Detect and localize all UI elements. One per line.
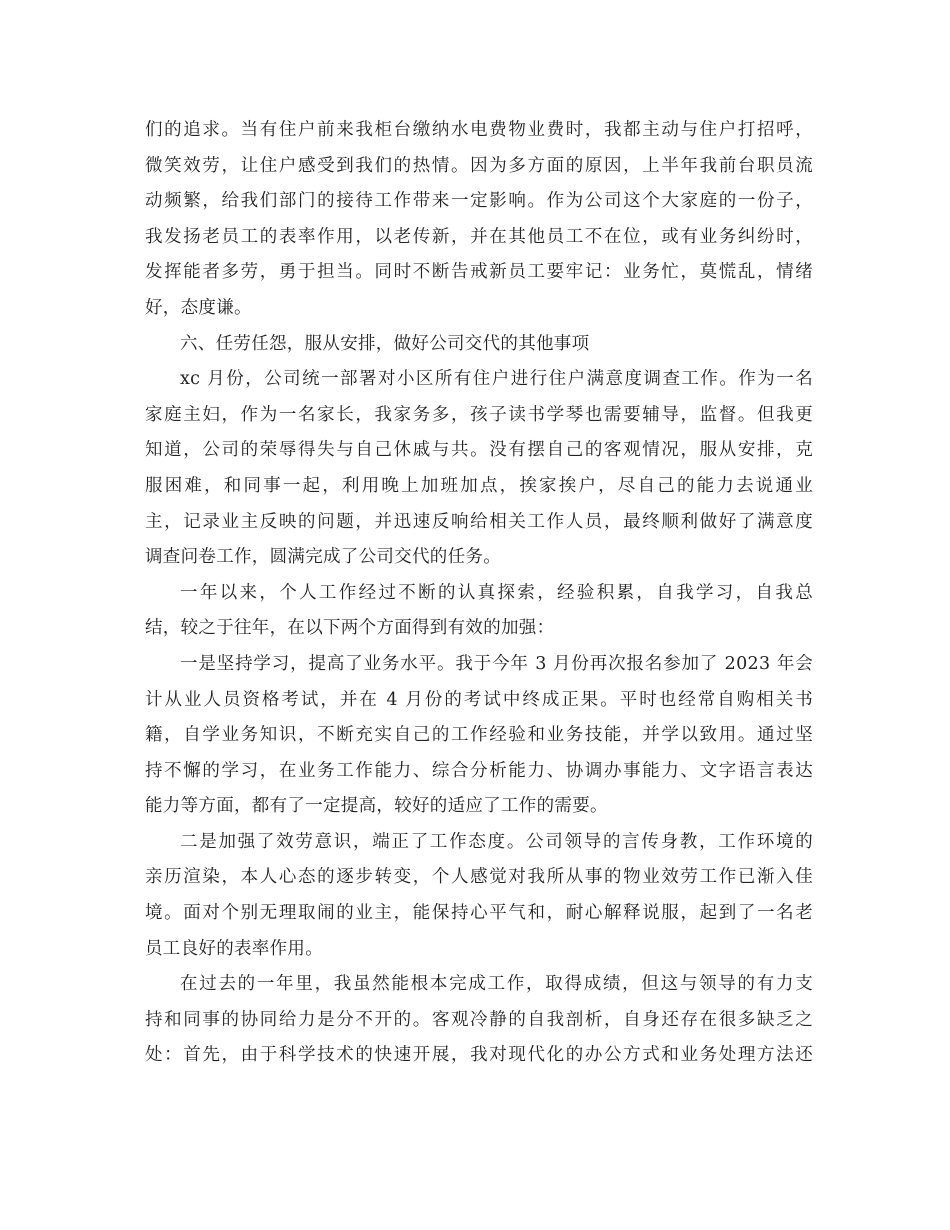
text-line: 境。面对个别无理取闹的业主，能保持心平气和，耐心解释说服，起到了一名老 (145, 903, 813, 924)
text-line: 服困难，和同事一起，利用晚上加班加点，挨家挨户，尽自己的能力去说通业 (145, 475, 813, 496)
text-line: 持不懈的学习，在业务工作能力、综合分析能力、协调办事能力、文字语言表达 (145, 760, 813, 781)
text-line: 知道，公司的荣辱得失与自己休戚与共。没有摆自己的客观情况，服从安排，克 (145, 440, 813, 461)
section-heading-six (145, 327, 813, 363)
paragraph-year-summary (145, 576, 813, 647)
text-line: 家庭主妇，作为一名家长，我家务多，孩子读书学琴也需要辅导，监督。但我更 (145, 404, 813, 425)
section-heading-text: 六、任劳任怨，服从安排，做好公司交代的其他事项 (180, 333, 590, 354)
text-line: 持和同事的协同给力是分不开的。客观冷静的自我剖析，自身还存在很多缺乏之 (145, 1009, 813, 1030)
text-line: 微笑效劳，让住户感受到我们的热情。因为多方面的原因，上半年我前台职员流 (145, 155, 813, 176)
text-line: 员工良好的表率作用。 (145, 938, 323, 959)
text-line: 处：首先，由于科学技术的快速开展，我对现代化的办公方式和业务处理方法还 (145, 1045, 813, 1066)
text-line: 动频繁，给我们部门的接待工作带来一定影响。作为公司这个大家庭的一份子， (145, 191, 813, 212)
document-body (145, 113, 813, 1074)
text-line: 亲历渲染，本人心态的逐步转变，个人感觉对我所从事的物业效劳工作已渐入佳 (145, 867, 813, 888)
text-line: 计从业人员资格考试，并在 4 月份的考试中终成正果。平时也经常自购相关书 (145, 689, 813, 710)
text-line: 结，较之于往年，在以下两个方面得到有效的加强： (145, 618, 555, 639)
text-line: 一是坚持学习，提高了业务水平。我于今年 3 月份再次报名参加了 2023 年会 (180, 653, 813, 674)
paragraph-service-attitude (145, 113, 813, 327)
text-line: 一年以来，个人工作经过不断的认真探索，经验积累，自我学习，自我总 (180, 582, 813, 603)
text-line: 我发扬老员工的表率作用，以老传新，并在其他员工不在位，或有业务纠纷时， (145, 226, 813, 247)
text-line: xc 月份，公司统一部署对小区所有住户进行住户满意度调查工作。作为一名 (180, 369, 813, 390)
text-line: 好，态度谦。 (145, 297, 252, 318)
text-line: 们的追求。当有住户前来我柜台缴纳水电费物业费时，我都主动与住户打招呼， (145, 120, 813, 140)
paragraph-study (145, 647, 813, 825)
paragraph-self-analysis (145, 967, 813, 1074)
text-line: 籍，自学业务知识，不断充实自己的工作经验和业务技能，并学以致用。通过坚 (145, 725, 813, 746)
paragraph-survey-work (145, 362, 813, 576)
text-line: 能力等方面，都有了一定提高，较好的适应了工作的需要。 (145, 796, 608, 817)
text-line: 发挥能者多劳，勇于担当。同时不断告戒新员工要牢记：业务忙，莫慌乱，情绪 (145, 262, 813, 283)
text-line: 二是加强了效劳意识，端正了工作态度。公司领导的言传身教，工作环境的 (180, 831, 813, 852)
text-line: 调查问卷工作，圆满完成了公司交代的任务。 (145, 547, 501, 568)
paragraph-service-awareness (145, 825, 813, 967)
text-line: 在过去的一年里，我虽然能根本完成工作，取得成绩，但这与领导的有力支 (180, 974, 813, 995)
text-line: 主，记录业主反映的问题，并迅速反响给相关工作人员，最终顺利做好了满意度 (145, 511, 813, 532)
